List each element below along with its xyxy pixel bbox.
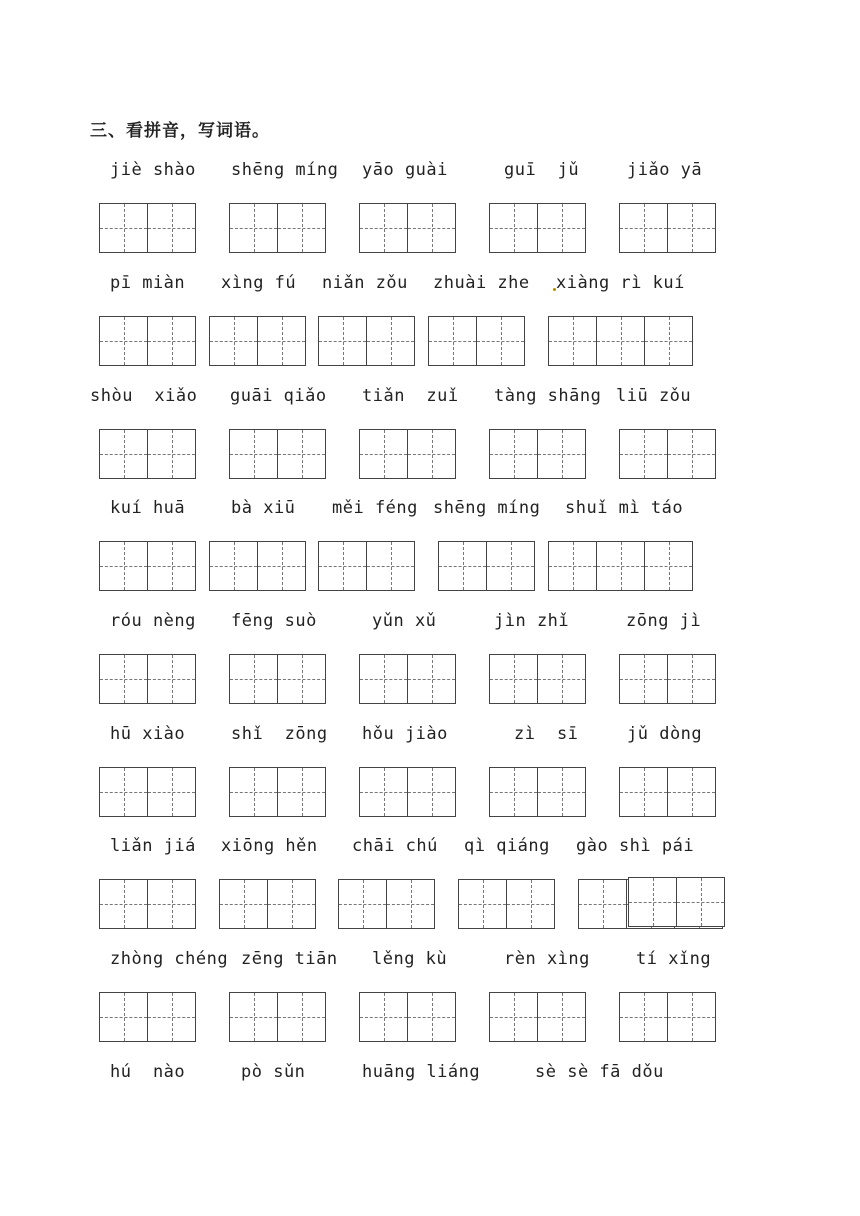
- tianzige-cell[interactable]: [366, 316, 415, 366]
- tianzige-cell[interactable]: [506, 879, 555, 929]
- tianzige-cell[interactable]: [277, 654, 326, 704]
- writing-grid[interactable]: [338, 879, 435, 929]
- writing-grid[interactable]: [318, 316, 415, 366]
- tianzige-cell[interactable]: [147, 879, 196, 929]
- tianzige-cell[interactable]: [667, 767, 716, 817]
- tianzige-cell[interactable]: [257, 541, 306, 591]
- tianzige-cell[interactable]: [99, 767, 148, 817]
- pinyin-label: liǎn jiá: [110, 836, 196, 856]
- writing-grid[interactable]: [229, 203, 326, 253]
- tianzige-cell[interactable]: [537, 429, 586, 479]
- writing-grid[interactable]: [359, 654, 456, 704]
- tianzige-cell[interactable]: [578, 879, 627, 929]
- pinyin-label: liū zǒu: [616, 386, 692, 406]
- writing-grid[interactable]: [229, 992, 326, 1042]
- tianzige-cell[interactable]: [366, 541, 415, 591]
- tianzige-cell[interactable]: [407, 767, 456, 817]
- pinyin-label: xiàng rì kuí: [556, 273, 685, 293]
- pinyin-label: pò sǔn: [241, 1062, 306, 1082]
- tianzige-cell[interactable]: [407, 654, 456, 704]
- tianzige-cell[interactable]: [229, 992, 278, 1042]
- writing-grid[interactable]: [619, 429, 716, 479]
- pinyin-label: yǔn xǔ: [372, 611, 437, 631]
- tianzige-cell[interactable]: [359, 429, 408, 479]
- writing-grid[interactable]: [99, 654, 196, 704]
- tianzige-cell[interactable]: [99, 203, 148, 253]
- pinyin-label: lěng kù: [372, 949, 448, 969]
- tianzige-cell[interactable]: [99, 541, 148, 591]
- tianzige-cell[interactable]: [667, 654, 716, 704]
- tianzige-cell[interactable]: [209, 316, 258, 366]
- tianzige-cell[interactable]: [147, 203, 196, 253]
- pinyin-label: guāi qiǎo: [230, 386, 327, 406]
- pinyin-label: gào shì pái: [576, 836, 695, 856]
- tianzige-cell[interactable]: [267, 879, 316, 929]
- pinyin-label: rèn xìng: [504, 949, 590, 969]
- tianzige-cell[interactable]: [489, 992, 538, 1042]
- tianzige-cell[interactable]: [619, 992, 668, 1042]
- tianzige-cell[interactable]: [489, 429, 538, 479]
- pinyin-label: jǔ dòng: [627, 724, 703, 744]
- pinyin-label: jiè shào: [110, 160, 196, 180]
- tianzige-cell[interactable]: [359, 767, 408, 817]
- tianzige-cell[interactable]: [489, 654, 538, 704]
- tianzige-cell[interactable]: [407, 429, 456, 479]
- tianzige-cell[interactable]: [277, 203, 326, 253]
- writing-grid[interactable]: [359, 767, 456, 817]
- writing-grid[interactable]: [99, 541, 196, 591]
- pinyin-label: yāo guài: [362, 160, 448, 180]
- pinyin-label: shēng míng: [433, 498, 541, 518]
- pinyin-label: hú nào: [110, 1062, 186, 1082]
- pinyin-label: xiōng hěn: [221, 836, 318, 856]
- tianzige-cell[interactable]: [438, 541, 487, 591]
- pinyin-label: qì qiáng: [464, 836, 550, 856]
- tianzige-cell[interactable]: [619, 429, 668, 479]
- tianzige-cell[interactable]: [537, 992, 586, 1042]
- tianzige-cell[interactable]: [147, 767, 196, 817]
- writing-grid[interactable]: [619, 992, 716, 1042]
- tianzige-cell[interactable]: [99, 316, 148, 366]
- tianzige-cell[interactable]: [486, 541, 535, 591]
- writing-grid[interactable]: [229, 429, 326, 479]
- tianzige-cell[interactable]: [359, 654, 408, 704]
- tianzige-cell[interactable]: [99, 992, 148, 1042]
- tianzige-cell[interactable]: [99, 654, 148, 704]
- tianzige-cell[interactable]: [147, 654, 196, 704]
- tianzige-cell[interactable]: [676, 877, 725, 927]
- writing-grid[interactable]: [438, 541, 535, 591]
- tianzige-cell[interactable]: [458, 879, 507, 929]
- pinyin-label: huāng liáng: [362, 1062, 481, 1082]
- tianzige-cell[interactable]: [628, 877, 677, 927]
- pinyin-label: shuǐ mì táo: [565, 498, 684, 518]
- pinyin-label: chāi chú: [352, 836, 438, 856]
- tianzige-cell[interactable]: [318, 316, 367, 366]
- pinyin-label: jìn zhǐ: [494, 611, 570, 631]
- writing-grid[interactable]: [548, 541, 693, 591]
- tianzige-cell[interactable]: [596, 541, 645, 591]
- writing-grid[interactable]: [619, 654, 716, 704]
- pinyin-label: bà xiū: [231, 498, 296, 518]
- writing-grid-extra[interactable]: [628, 877, 725, 927]
- pinyin-label: xìng fú: [221, 273, 297, 293]
- pinyin-label: pī miàn: [110, 273, 186, 293]
- tianzige-cell[interactable]: [359, 203, 408, 253]
- tianzige-cell[interactable]: [667, 203, 716, 253]
- writing-grid[interactable]: [99, 203, 196, 253]
- tianzige-cell[interactable]: [619, 767, 668, 817]
- writing-grid[interactable]: [489, 429, 586, 479]
- tianzige-cell[interactable]: [489, 767, 538, 817]
- writing-grid[interactable]: [619, 203, 716, 253]
- tianzige-cell[interactable]: [428, 316, 477, 366]
- tianzige-cell[interactable]: [99, 429, 148, 479]
- pinyin-label: tí xǐng: [636, 949, 712, 969]
- writing-grid[interactable]: [359, 203, 456, 253]
- pinyin-label: zōng jì: [626, 611, 702, 631]
- tianzige-cell[interactable]: [338, 879, 387, 929]
- pinyin-label: shòu xiǎo: [90, 386, 198, 406]
- pinyin-label: tàng shāng: [494, 386, 602, 406]
- tianzige-cell[interactable]: [147, 316, 196, 366]
- tianzige-cell[interactable]: [147, 992, 196, 1042]
- pinyin-label: shǐ zōng: [231, 724, 328, 744]
- tianzige-cell[interactable]: [407, 992, 456, 1042]
- tianzige-cell[interactable]: [229, 767, 278, 817]
- tianzige-cell[interactable]: [596, 316, 645, 366]
- writing-grid[interactable]: [99, 879, 196, 929]
- pinyin-label: zhòng chéng: [110, 949, 229, 969]
- writing-grid[interactable]: [219, 879, 316, 929]
- pinyin-label: hū xiào: [110, 724, 186, 744]
- tianzige-cell[interactable]: [209, 541, 258, 591]
- tianzige-cell[interactable]: [219, 879, 268, 929]
- pinyin-label: zì sī: [514, 724, 579, 744]
- tianzige-cell[interactable]: [257, 316, 306, 366]
- writing-grid[interactable]: [489, 992, 586, 1042]
- pinyin-label: zhuài zhe: [433, 273, 530, 293]
- pinyin-label: guī jǔ: [504, 160, 580, 180]
- writing-grid[interactable]: [489, 203, 586, 253]
- writing-grid[interactable]: [318, 541, 415, 591]
- tianzige-cell[interactable]: [619, 654, 668, 704]
- writing-grid[interactable]: [619, 767, 716, 817]
- writing-grid[interactable]: [548, 316, 693, 366]
- tianzige-cell[interactable]: [147, 541, 196, 591]
- tianzige-cell[interactable]: [147, 429, 196, 479]
- tianzige-cell[interactable]: [537, 203, 586, 253]
- pinyin-label: měi féng: [332, 498, 418, 518]
- writing-grid[interactable]: [209, 316, 306, 366]
- tianzige-cell[interactable]: [229, 654, 278, 704]
- pinyin-label: fēng suò: [231, 611, 317, 631]
- tianzige-cell[interactable]: [619, 203, 668, 253]
- tianzige-cell[interactable]: [537, 767, 586, 817]
- tianzige-cell[interactable]: [667, 429, 716, 479]
- pinyin-label: kuí huā: [110, 498, 186, 518]
- writing-grid[interactable]: [458, 879, 555, 929]
- tianzige-cell[interactable]: [318, 541, 367, 591]
- writing-grid[interactable]: [359, 429, 456, 479]
- tianzige-cell[interactable]: [644, 316, 693, 366]
- tianzige-cell[interactable]: [229, 203, 278, 253]
- pinyin-label: shēng míng: [231, 160, 339, 180]
- writing-grid[interactable]: [428, 316, 525, 366]
- tianzige-cell[interactable]: [277, 429, 326, 479]
- writing-grid[interactable]: [99, 992, 196, 1042]
- writing-grid[interactable]: [229, 767, 326, 817]
- tianzige-cell[interactable]: [476, 316, 525, 366]
- pinyin-label: jiǎo yā: [627, 160, 703, 180]
- writing-grid[interactable]: [99, 316, 196, 366]
- tianzige-cell[interactable]: [229, 429, 278, 479]
- tianzige-cell[interactable]: [277, 992, 326, 1042]
- pinyin-label: zēng tiān: [241, 949, 338, 969]
- writing-grid[interactable]: [229, 654, 326, 704]
- tianzige-cell[interactable]: [548, 316, 597, 366]
- writing-grid[interactable]: [489, 767, 586, 817]
- pinyin-label: tiǎn zuǐ: [362, 386, 459, 406]
- writing-grid[interactable]: [99, 429, 196, 479]
- pinyin-label: hǒu jiào: [362, 724, 448, 744]
- writing-grid[interactable]: [99, 767, 196, 817]
- pinyin-label: sè sè fā dǒu: [535, 1062, 664, 1082]
- tianzige-cell[interactable]: [407, 203, 456, 253]
- tianzige-cell[interactable]: [359, 992, 408, 1042]
- writing-grid[interactable]: [489, 654, 586, 704]
- tianzige-cell[interactable]: [99, 879, 148, 929]
- pinyin-label: niǎn zǒu: [322, 273, 408, 293]
- tianzige-cell[interactable]: [386, 879, 435, 929]
- tianzige-cell[interactable]: [277, 767, 326, 817]
- pinyin-label: róu nèng: [110, 611, 196, 631]
- tianzige-cell[interactable]: [667, 992, 716, 1042]
- tianzige-cell[interactable]: [548, 541, 597, 591]
- tianzige-cell[interactable]: [537, 654, 586, 704]
- tianzige-cell[interactable]: [644, 541, 693, 591]
- section-title: 三、看拼音，写词语。: [90, 121, 270, 141]
- writing-grid[interactable]: [209, 541, 306, 591]
- tianzige-cell[interactable]: [489, 203, 538, 253]
- stray-mark: [553, 288, 556, 291]
- writing-grid[interactable]: [359, 992, 456, 1042]
